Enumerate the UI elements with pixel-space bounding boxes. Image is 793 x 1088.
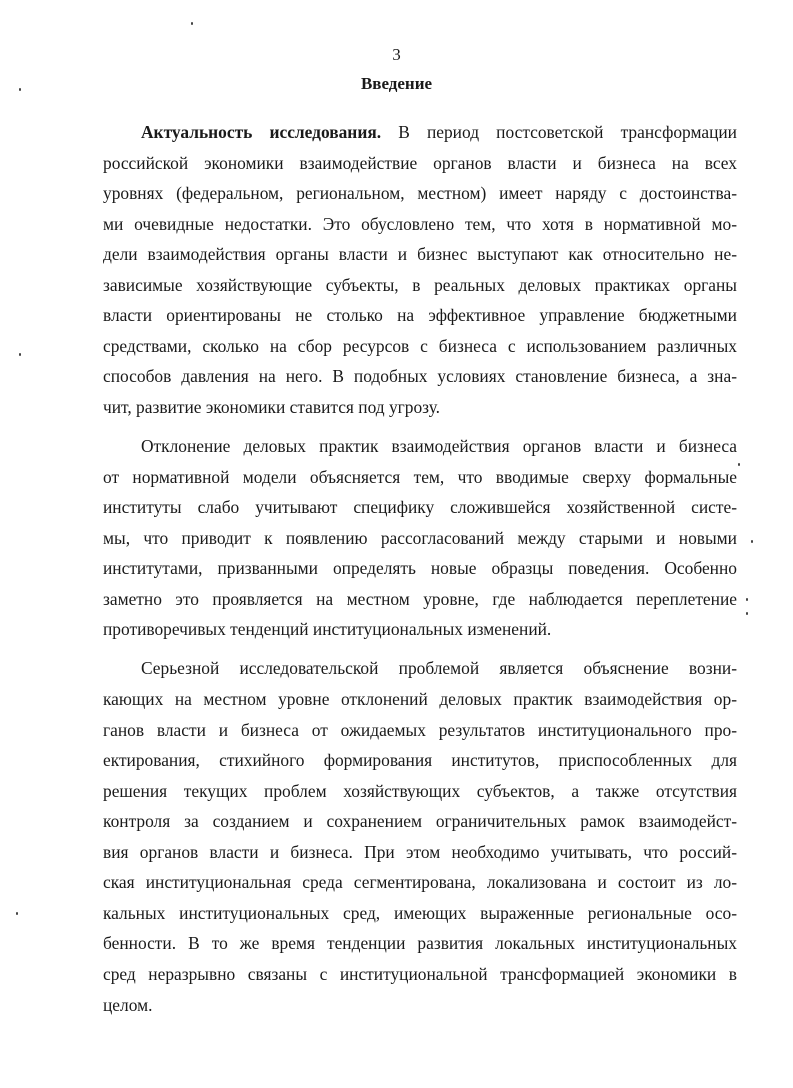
text-line: дели взаимодействия органы власти и бизнес выступают как относительно не-	[103, 244, 737, 265]
text-line: противоречивых тенденций институциональных изменений.	[103, 619, 552, 640]
text-line	[103, 117, 737, 148]
text-line-content: В период постсоветской трансформации	[381, 122, 737, 142]
section-heading: Введение	[360, 74, 433, 93]
text-line: кающих на местном уровне отклонений деловых практик взаимодействия ор-	[103, 689, 737, 710]
text-line: ганов власти и бизнеса от ожидаемых результатов институционального про-	[103, 719, 737, 740]
text-line: контроля за созданием и сохранением ограничительных рамок взаимодейст-	[103, 811, 737, 832]
text-line: решения текущих проблем хозяйствующих субъектов, а также отсутствия	[103, 780, 737, 801]
text-line: сред неразрывно связаны с институциональной трансформацией экономики в	[103, 963, 737, 984]
scan-speck	[191, 22, 193, 25]
text-line: зависимые хозяйствующие субъекты, в реальных деловых практиках органы	[103, 274, 737, 295]
text-line: российской экономики взаимодействие органов власти и бизнеса на всех	[103, 152, 737, 173]
text-line: Серьезной исследовательской проблемой является объяснение возни-	[141, 658, 737, 679]
scan-speck	[19, 353, 21, 356]
scan-speck	[746, 598, 748, 601]
text-line: целом.	[103, 994, 153, 1015]
text-line: власти ориентированы не столько на эффективное управление бюджетными	[103, 305, 737, 326]
text-line: ская институциональная среда сегментирована, локализована и состоит из ло-	[103, 872, 737, 893]
paragraph-2	[103, 431, 737, 645]
scan-speck	[19, 88, 21, 91]
paragraph-spacer	[103, 645, 737, 654]
text-line: вия органов власти и бизнеса. При этом необходимо учитывать, что россий-	[103, 841, 737, 862]
scan-speck	[746, 612, 748, 615]
scan-speck	[751, 540, 753, 543]
text-line: ми очевидные недостатки. Это обусловлено тем, что хотя в нормативной мо-	[103, 213, 737, 234]
text-line: мы, что приводит к появлению рассогласований между старыми и новыми	[103, 527, 737, 548]
page-number: 3	[392, 45, 401, 64]
scan-speck	[16, 912, 18, 915]
text-line: Отклонение деловых практик взаимодействия органов власти и бизнеса	[141, 436, 737, 457]
paragraph-spacer	[103, 422, 737, 431]
text-line: средствами, сколько на сбор ресурсов с бизнеса с использованием различных	[103, 335, 737, 356]
body-text	[103, 117, 737, 1020]
text-line: институтами, призванными определять новые образцы поведения. Особенно	[103, 558, 737, 579]
text-line: ектирования, стихийного формирования институтов, приспособленных для	[103, 750, 737, 771]
text-line: институты слабо учитывают специфику сложившейся хозяйственной систе-	[103, 497, 737, 518]
text-line: способов давления на него. В подобных условиях становление бизнеса, а зна-	[103, 366, 737, 387]
scan-speck	[738, 463, 740, 466]
text-line: кальных институциональных сред, имеющих выраженные региональные осо-	[103, 902, 737, 923]
paragraph-3	[103, 653, 737, 1020]
text-line: чит, развитие экономики ставится под угрозу.	[103, 396, 440, 417]
text-line: уровнях (федеральном, региональном, местном) имеет наряду с достоинства-	[103, 183, 737, 204]
paragraph-lead: Актуальность исследования.	[141, 122, 382, 142]
paragraph-1	[103, 117, 737, 422]
text-line: заметно это проявляется на местном уровне, где наблюдается переплетение	[103, 588, 737, 609]
text-line: от нормативной модели объясняется тем, что вводимые сверху формальные	[103, 466, 737, 487]
text-line: бенности. В то же время тенденции развития локальных институциональных	[103, 933, 737, 954]
